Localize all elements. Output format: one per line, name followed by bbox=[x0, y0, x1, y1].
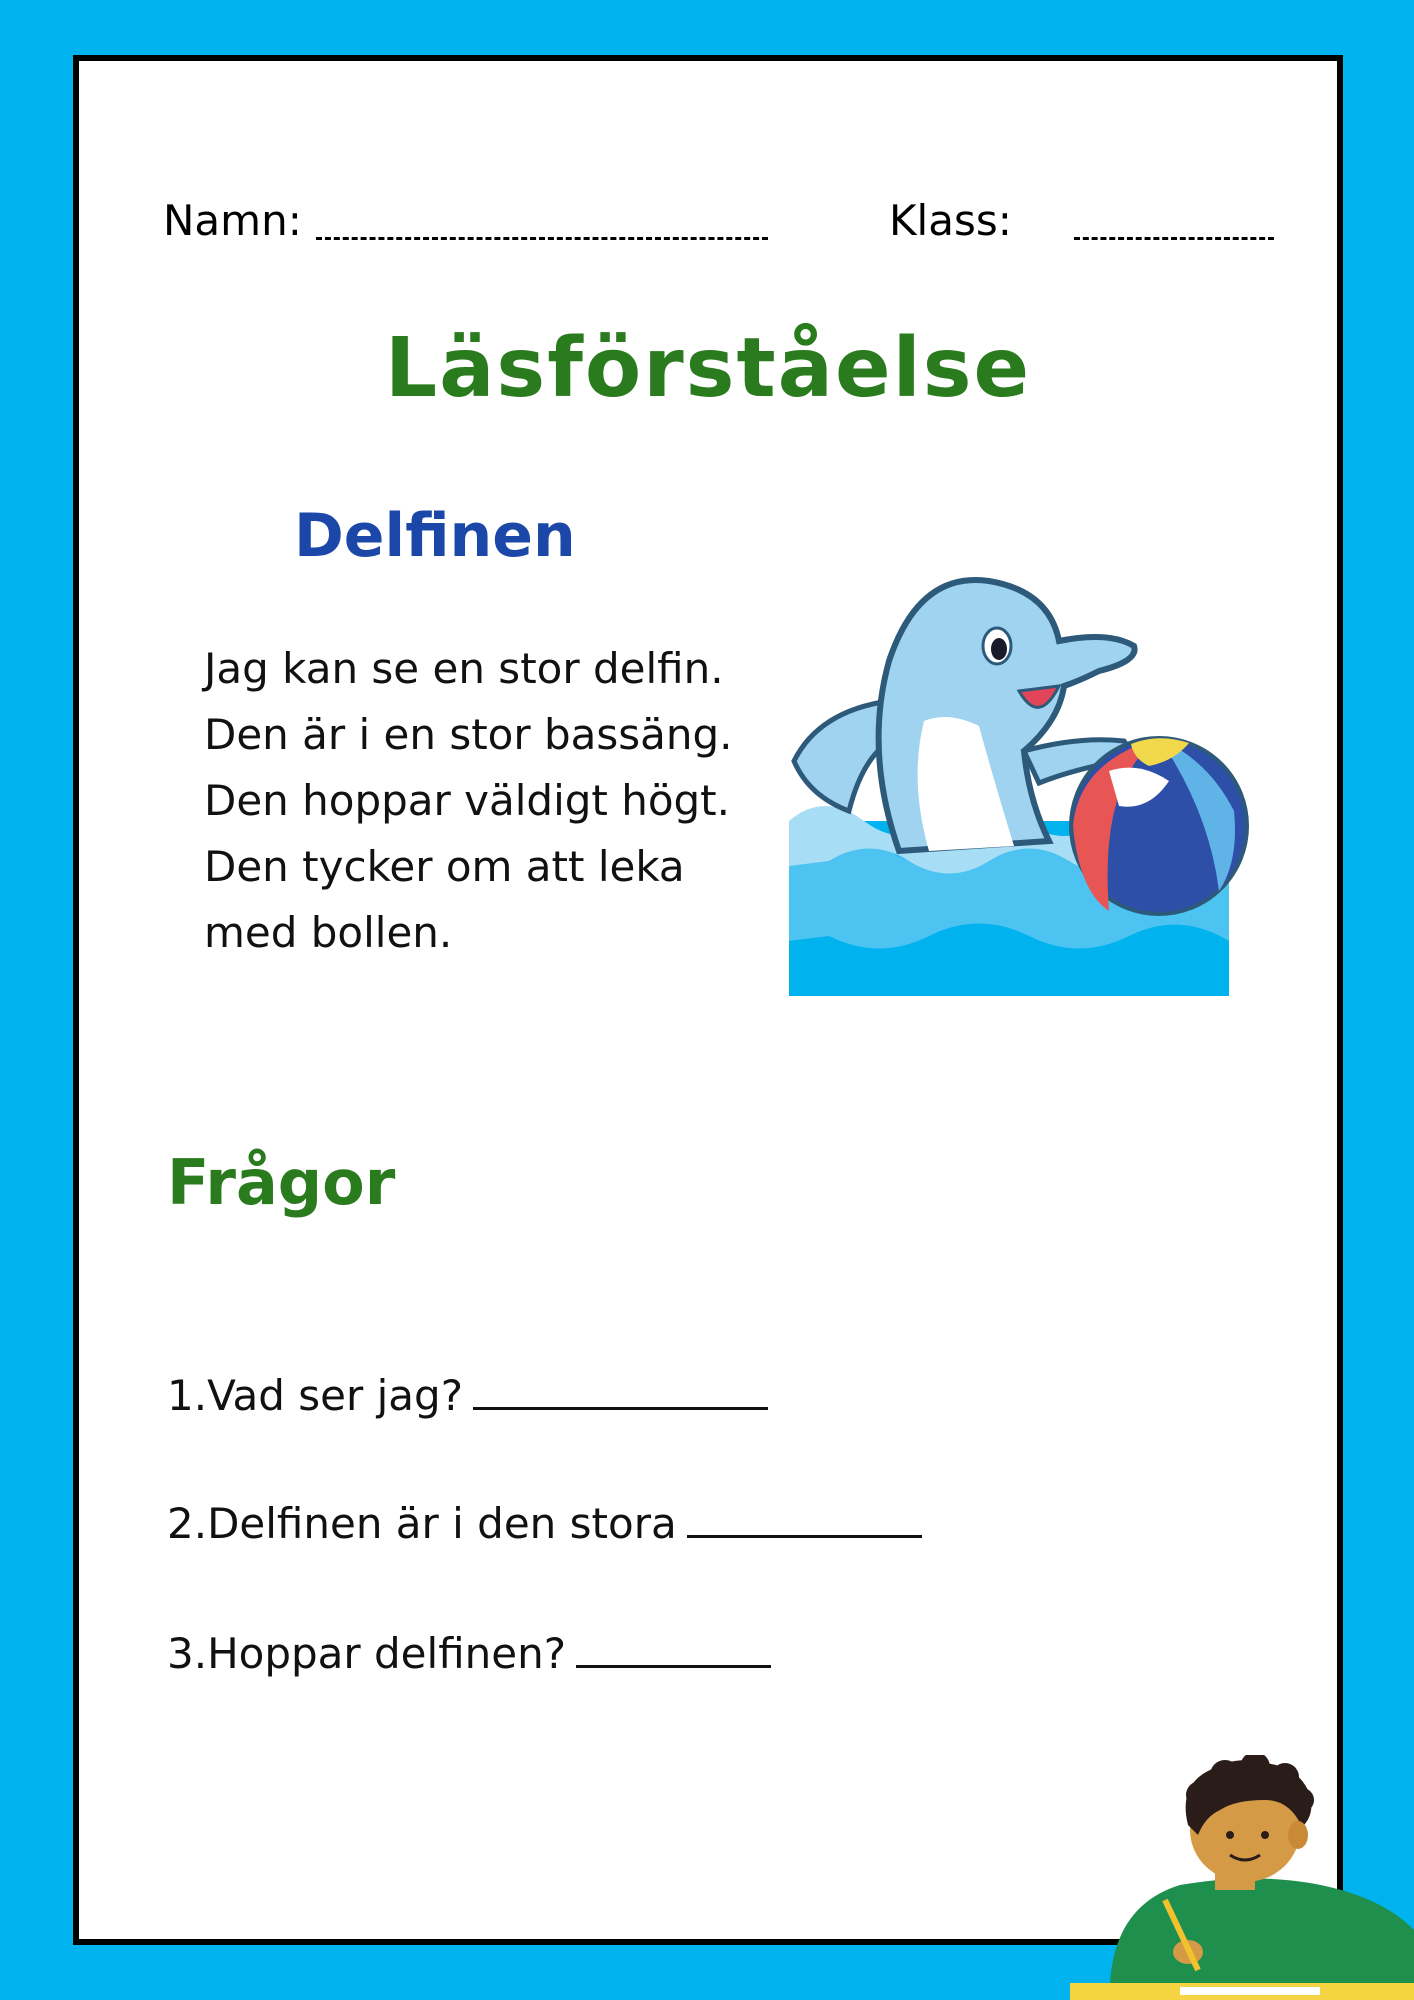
child-writing-illustration bbox=[1070, 1755, 1414, 2000]
questions-title: Frågor bbox=[167, 1146, 396, 1219]
answer-1-blank[interactable] bbox=[473, 1399, 768, 1410]
name-field-line[interactable] bbox=[316, 237, 768, 240]
beach-ball bbox=[1071, 738, 1247, 914]
ear bbox=[1288, 1821, 1308, 1849]
question-3 bbox=[167, 1629, 771, 1678]
question-3-text: 3.Hoppar delfinen? bbox=[167, 1629, 567, 1678]
answer-2-blank[interactable] bbox=[687, 1527, 922, 1538]
dolphin-illustration bbox=[779, 521, 1259, 996]
question-2-text: 2.Delfinen är i den stora bbox=[167, 1499, 677, 1548]
story-title: Delfinen bbox=[294, 501, 576, 571]
question-1-text: 1.Vad ser jag? bbox=[167, 1371, 463, 1420]
class-field-line[interactable] bbox=[1074, 237, 1274, 240]
story-text: Jag kan se en stor delfin. Den är i en stor bassäng. Den hoppar väldigt högt. Den tycker om att leka med bollen. bbox=[204, 644, 733, 957]
name-label: Namn: bbox=[163, 196, 302, 245]
question-1 bbox=[167, 1371, 768, 1420]
eye-left bbox=[1226, 1831, 1234, 1839]
class-label: Klass: bbox=[889, 196, 1012, 245]
paper-sheet bbox=[1180, 1987, 1320, 1995]
question-2 bbox=[167, 1499, 922, 1548]
answer-3-blank[interactable] bbox=[576, 1657, 771, 1668]
worksheet-page bbox=[73, 55, 1343, 1945]
eye-right bbox=[1261, 1831, 1269, 1839]
page-title: Läsförståelse bbox=[384, 321, 1032, 416]
dolphin-eye-pupil bbox=[991, 638, 1007, 660]
